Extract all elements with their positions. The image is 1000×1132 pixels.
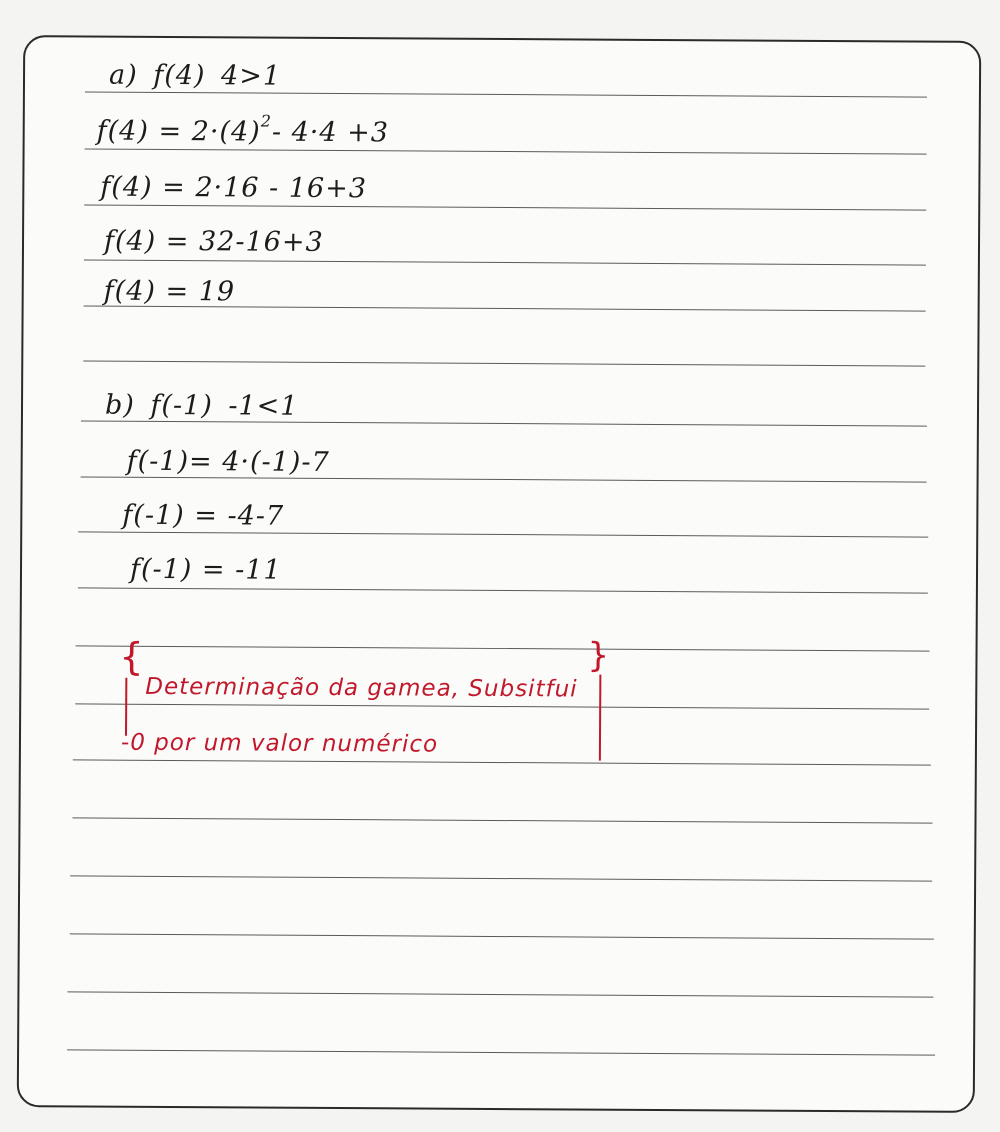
ruled-line bbox=[70, 933, 934, 939]
ruled-line bbox=[85, 148, 927, 154]
ruled-line bbox=[72, 817, 932, 823]
part-a-line-1-right: - 4·4 +3 bbox=[271, 116, 390, 149]
right-brace-icon: } bbox=[587, 635, 610, 676]
ruled-line bbox=[78, 587, 928, 593]
ruled-line bbox=[76, 645, 930, 651]
part-a-header: a) f(4) 4>1 bbox=[108, 59, 282, 92]
note-line-2: -0 por um valor numérico bbox=[120, 729, 439, 758]
ruled-line bbox=[85, 91, 927, 97]
ruled-line bbox=[67, 991, 933, 997]
ruled-line bbox=[81, 476, 927, 482]
ruled-line bbox=[84, 259, 926, 265]
ruled-line bbox=[84, 204, 926, 210]
part-b-line-2: f(-1) = -4-7 bbox=[122, 499, 285, 532]
ruled-line bbox=[81, 420, 927, 426]
notebook-page bbox=[17, 35, 982, 1113]
right-bracket-line bbox=[599, 675, 602, 761]
part-b-line-1: f(-1)= 4·(-1)-7 bbox=[126, 445, 330, 478]
ruled-line bbox=[73, 759, 931, 765]
ruled-line bbox=[75, 703, 929, 709]
note-line-1: Determinação da gamea, Subsitfui bbox=[145, 673, 578, 703]
part-a-line-3: f(4) = 32-16+3 bbox=[103, 225, 324, 258]
exponent: 2 bbox=[260, 111, 273, 131]
left-bracket-line bbox=[125, 678, 127, 736]
part-a-result: f(4) = 19 bbox=[103, 275, 236, 308]
ruled-line bbox=[70, 875, 932, 881]
part-b-result: f(-1) = -11 bbox=[129, 553, 282, 586]
part-a-line-1-left: f(4) = 2·(4) bbox=[96, 115, 261, 148]
part-b-header: b) f(-1) -1<1 bbox=[104, 389, 299, 422]
ruled-line bbox=[67, 1049, 935, 1055]
left-brace-icon: { bbox=[119, 634, 144, 679]
ruled-line bbox=[83, 360, 925, 366]
ruled-line bbox=[78, 531, 928, 537]
part-a-line-1 bbox=[96, 111, 390, 149]
part-a-line-2: f(4) = 2·16 - 16+3 bbox=[100, 171, 368, 205]
